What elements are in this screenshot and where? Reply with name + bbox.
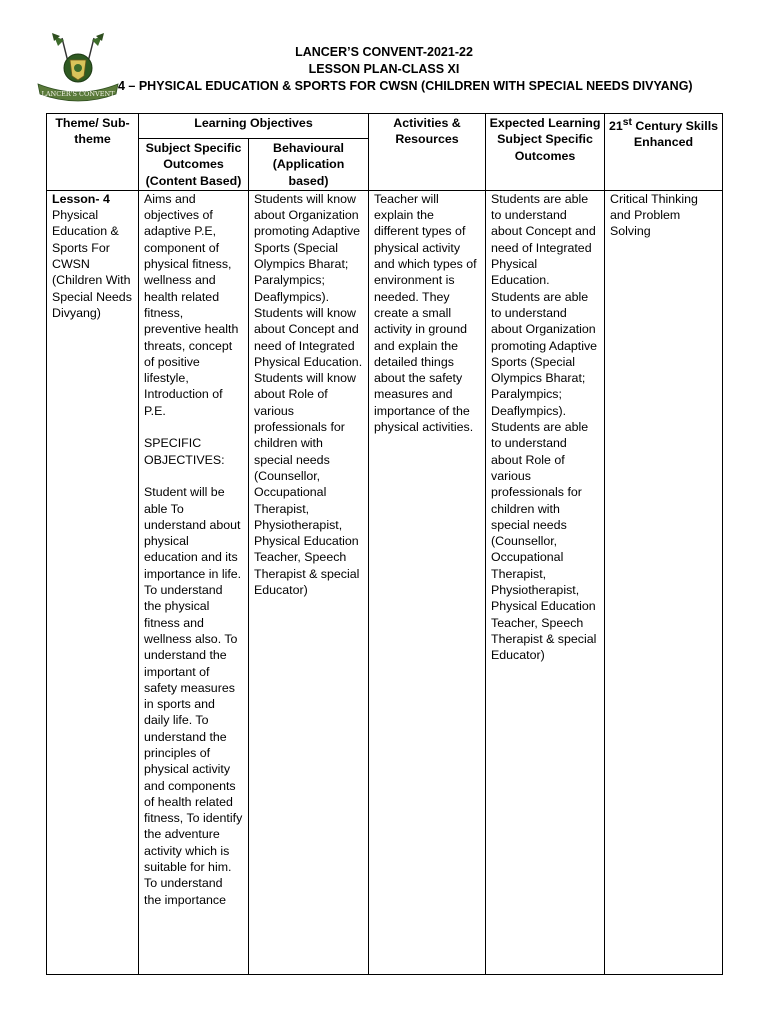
header-expected-outcomes: Expected Learning Subject Specific Outcomes <box>486 114 605 191</box>
cell-behavioural: Students will know about Organization promoting Adaptive Sports (Special Olympics Bharat; Paralympics; Deaflympics). Students will know about Concept and need of Integrated Physical Education. Students will know about Role of various professionals for children with special needs (Counsellor, Occupational Therapist, Physiotherapist, Physical Education Teacher, Speech Therapist & special Educator) <box>249 190 369 974</box>
century-superscript: st <box>622 117 632 128</box>
header-subject-specific: Subject Specific Outcomes (Content Based) <box>139 139 249 191</box>
cell-subject-specific: Aims and objectives of adaptive P.E, component of physical fitness, wellness and health related fitness, preventive health threats, concept of positive lifestyle, Introduction of P.E. SPECIFIC OBJECTIVES: Student will be able To understand about physical education and its importance in life. To understand the physical fitness and wellness also. To understand the important of safety measures in sports and daily life. To understand the principles of physical activity and components of health related fitness, To identify the adventure activity which is suitable for him. To understand the importance <box>139 190 249 974</box>
logo-banner-text: LANCER’S CONVENT <box>41 90 115 98</box>
header-century-skills <box>605 114 723 191</box>
school-title: LANCER’S CONVENT-2021-22 <box>295 45 473 59</box>
chapter-title: 4 – PHYSICAL EDUCATION & SPORTS FOR CWSN (CHILDREN WITH SPECIAL NEEDS DIVYANG) <box>118 79 693 93</box>
cell-activities: Teacher will explain the different types of physical activity and which types of environment is needed. They create a small activity in ground and explain the detailed things about the safety measures and importance of the physical activities. <box>369 190 486 974</box>
header-learning-objectives: Learning Objectives <box>139 114 369 139</box>
document-header <box>0 44 768 93</box>
cell-expected: Students are able to understand about Concept and need of Integrated Physical Education. Students are able to understand about Organization promoting Adaptive Sports (Special Olympics Bharat; Paralympics; Deaflympics). Students are able to understand about Role of various professionals for children with special needs (Counsellor, Occupational Therapist, Physiotherapist, Physical Education Teacher, Speech Therapist & special Educator) <box>486 190 605 974</box>
header-activities: Activities & Resources <box>369 114 486 191</box>
century-number: 21 <box>608 119 623 134</box>
theme-body: Physical Education & Sports For CWSN (Children With Special Needs Divyang) <box>52 208 132 320</box>
lesson-plan-title: LESSON PLAN-CLASS XI <box>308 62 460 76</box>
cell-skills: Critical Thinking and Problem Solving <box>605 190 723 974</box>
century-suffix: Century Skills Enhanced <box>631 119 719 150</box>
header-theme: Theme/ Sub-theme <box>47 114 139 191</box>
theme-title: Lesson- 4 <box>52 191 110 206</box>
lesson-plan-table <box>46 113 723 975</box>
header-behavioural: Behavioural (Application based) <box>249 139 369 191</box>
cell-theme <box>47 190 139 974</box>
table-row <box>47 190 723 974</box>
header-row-1 <box>47 114 723 139</box>
